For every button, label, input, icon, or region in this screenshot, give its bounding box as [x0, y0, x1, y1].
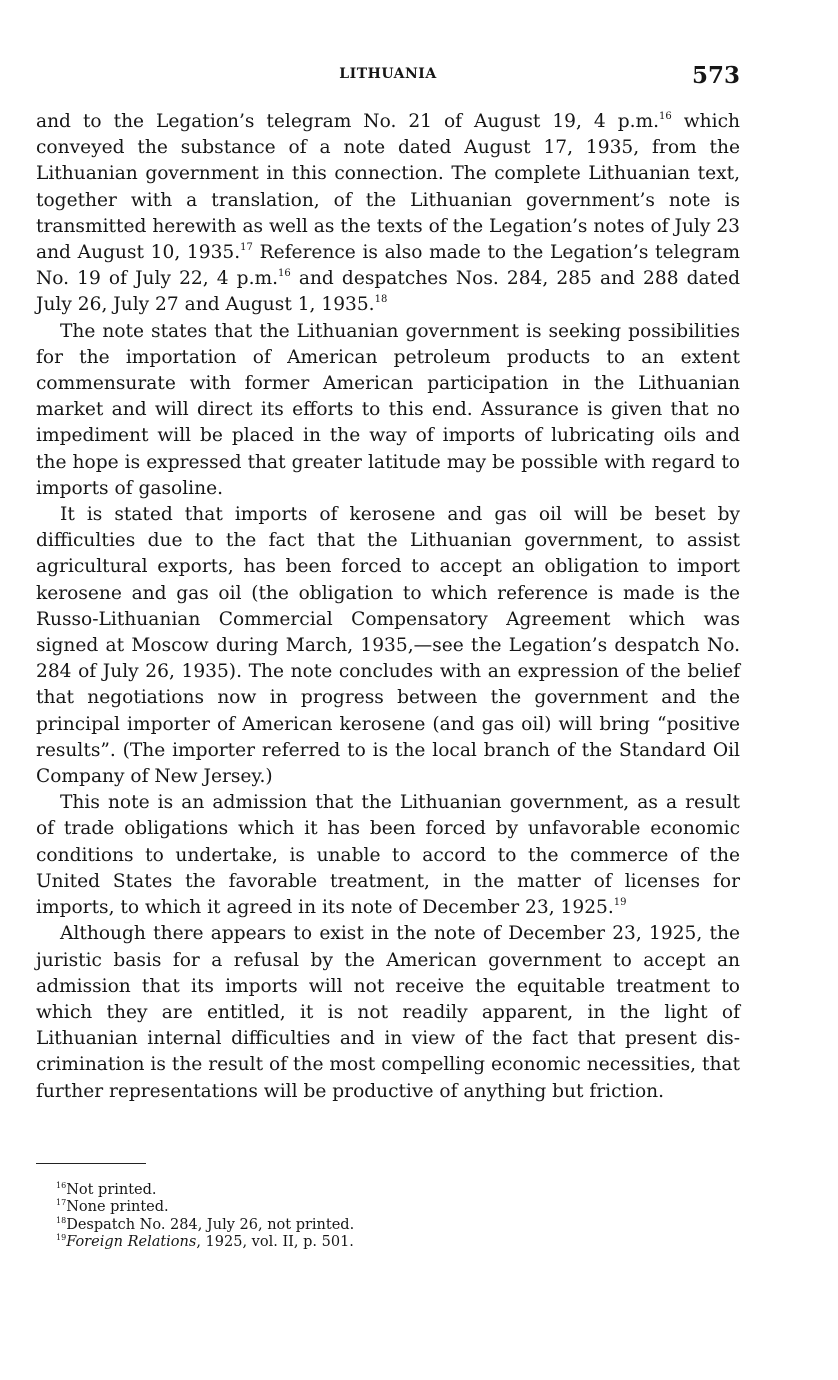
page-number: 573: [691, 62, 740, 89]
footnote-ref: 17: [240, 242, 253, 254]
text-run: and despatches Nos. 284, 285 and 288 dated July 26, July 27 and August 1, 1935.: [36, 268, 740, 316]
footnote-divider: [36, 1163, 146, 1164]
footnote-ref: 16: [659, 111, 672, 122]
footnote-ref: 18: [374, 294, 388, 306]
paragraph-2: The note states that the Lithuanian government is seeking possibilities for the importation of American petroleum products to an extent commensurate with former American participation in the Lithuanian market and will direct its efforts to this end. Assurance is given that no impediment will be placed in the way of imports of lubricating oils and the hope is expressed that greater latitude may be possible with regard to imports of gasoline.: [36, 320, 740, 499]
footnotes: [56, 1182, 740, 1252]
footnote: [56, 1217, 740, 1234]
footnote-text: , 1925, vol. II, p. 501.: [196, 1234, 354, 1251]
footnote-marker: 17: [56, 1198, 67, 1208]
footnote: [56, 1182, 740, 1199]
paragraph-4: [36, 790, 740, 921]
page-header: [36, 62, 740, 92]
footnote-text: Not printed.: [66, 1182, 157, 1198]
paragraph-5: Although there appears to exist in the note of December 23, 1925, the juristic basis for a refusal by the American government to accept an admission that its imports will not receive the equitable treatment to which they are entitled, it is not readily apparent, in the light of Lithuanian internal difficulties and in view of the fact that present discrimination is the result of the most compelling economic necessities, that further representations will be productive of anything but friction.: [36, 923, 740, 1102]
paragraph-1: [36, 109, 740, 319]
footnote-text: None printed.: [66, 1199, 169, 1216]
footnote-marker: 16: [56, 1181, 67, 1190]
footnote-text: Despatch No. 284, July 26, not printed.: [66, 1216, 355, 1233]
footnote-italic-title: Foreign Relations: [66, 1234, 197, 1251]
footnote-marker: 18: [56, 1215, 67, 1225]
running-title: LITHUANIA: [339, 66, 437, 82]
footnote-ref: 16: [278, 268, 291, 280]
text-run: which conveyed the substance of a note dated August 17, 1935, from the Lithuanian government in this connection. The complete Lithuanian text, together with a translation, of the Lithuanian government’s note is transmitted herewith as well as the texts of the Legation’s notes of July 23 and August 10, 1935.: [36, 111, 740, 264]
text-run: This note is an admission that the Lithuanian government, as a result of trade obligations which it has been forced by unfavorable economic conditions to undertake, is unable to accord to the commerce of the United States the favorable treatment, in the matter of licenses for imports, to which it agreed in its note of December 23, 1925.: [36, 792, 740, 919]
footnote-ref: 19: [613, 897, 627, 909]
body-text: [36, 109, 740, 1105]
text-run: and to the Legation’s telegram No. 21 of August 19, 4 p.m.: [36, 111, 660, 132]
footnote: [56, 1199, 740, 1216]
footnote: [56, 1234, 740, 1251]
text-run: Reference is also made to the Legation’s telegram No. 19 of July 22, 4 p.m.: [36, 242, 740, 290]
paragraph-3: It is stated that imports of kerosene and gas oil will be beset by difficulties due to the fact that the Lithuanian government, to assist agricultural exports, has been forced to accept an obligation to import kerosene and gas oil (the obligation to which reference is made is the Russo-Lithuanian Commercial Compensatory Agreement which was signed at Moscow during March, 1935,—see the Legation’s despatch No. 284 of July 26, 1935). The note concludes with an expression of the belief that negotiations now in progress between the government and the principal importer of American kerosene (and gas oil) will bring “positive results”. (The importer referred to is the local branch of the Standard Oil Company of New Jersey.): [36, 504, 740, 788]
footnote-marker: 19: [56, 1233, 67, 1243]
